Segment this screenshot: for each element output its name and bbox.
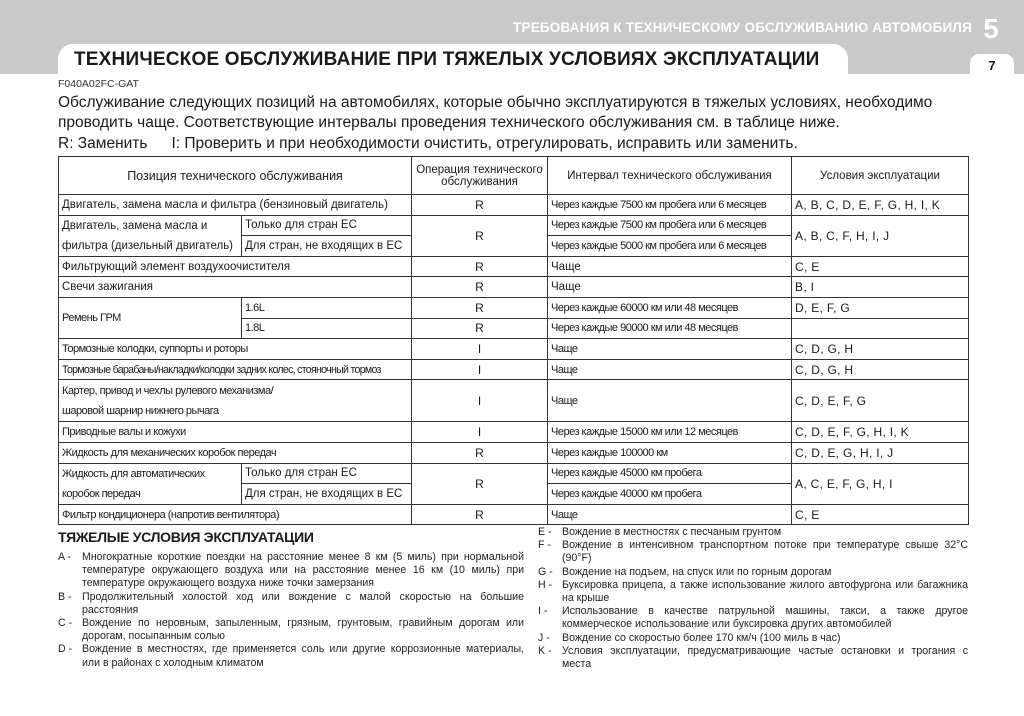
operation-cell: R (412, 297, 548, 318)
conditions-cell: C, E (792, 504, 969, 525)
table-row (59, 256, 969, 277)
conditions-cell: B, I (792, 277, 969, 298)
list-item (538, 605, 968, 631)
conditions-cell: A, C, E, F, G, H, I (792, 463, 969, 504)
condition-text: Вождение на подъем, на спуск или по горным дорогам (562, 565, 832, 578)
conditions-cell: D, E, F, G (792, 297, 969, 318)
interval-cell: Через каждые 100000 км (548, 442, 792, 463)
conditions-cell: C, D, E, F, G, H, I, K (792, 422, 969, 443)
sub-item-cell: Для стран, не входящих в ЕС (242, 484, 412, 505)
table-row (59, 277, 969, 298)
interval-cell: Через каждые 5000 км пробега или 6 месяцев (548, 236, 792, 257)
list-item (538, 632, 968, 645)
interval-cell: Через каждые 90000 км или 48 месяцев (548, 318, 792, 339)
table-row (59, 380, 969, 422)
interval-cell: Чаще (548, 359, 792, 380)
section-title: ТЕХНИЧЕСКОЕ ОБСЛУЖИВАНИЕ ПРИ ТЯЖЕЛЫХ УСЛОВИЯХ ЭКСПЛУАТАЦИИ (74, 49, 820, 70)
list-item (58, 617, 524, 643)
condition-key: H - (538, 578, 553, 591)
operation-cell: R (412, 215, 548, 256)
item-cell: Фильтрующий элемент воздухоочистителя (59, 256, 412, 277)
severe-conditions-title: ТЯЖЕЛЫЕ УСЛОВИЯ ЭКСПЛУАТАЦИИ (58, 529, 314, 545)
condition-key: J - (538, 631, 550, 644)
sub-item-cell: Для стран, не входящих в ЕС (242, 236, 412, 257)
condition-text: Использование в качестве патрульной машины, такси, а также другое коммерческое использование или буксировка других автомобилей (562, 605, 968, 631)
sub-item-cell: Только для стран ЕС (242, 215, 412, 236)
conditions-cell: C, D, G, H (792, 359, 969, 380)
condition-text: Вождение в интенсивном транспортном потоке при температуре свыше 32°C (90°F) (562, 539, 968, 565)
item-cell: Жидкость для автоматических коробок передач (59, 463, 242, 504)
condition-key: C - (58, 617, 73, 630)
interval-cell: Чаще (548, 504, 792, 525)
list-item (58, 591, 524, 617)
header-operation: Операция технического обслуживания (412, 157, 548, 195)
operation-cell: R (412, 277, 548, 298)
item-cell: Двигатель, замена масла и фильтра (дизельный двигатель) (59, 215, 242, 256)
table-row (59, 442, 969, 463)
interval-cell: Чаще (548, 339, 792, 360)
list-item (58, 643, 524, 669)
condition-key: F - (538, 539, 551, 552)
interval-cell: Через каждые 7500 км пробега или 6 месяцев (548, 215, 792, 236)
list-item (58, 551, 524, 591)
table-row (59, 297, 969, 318)
item-cell: Тормозные барабаны/накладки/колодки задних колес, стояночный тормоз (59, 359, 412, 380)
item-cell: Жидкость для механических коробок передач (59, 442, 412, 463)
operation-cell: R (412, 463, 548, 504)
operation-cell: R (412, 318, 548, 339)
operation-cell: I (412, 380, 548, 422)
condition-key: K - (538, 644, 552, 657)
operation-cell: R (412, 256, 548, 277)
table-row (59, 463, 969, 484)
item-cell: Тормозные колодки, суппорты и роторы (59, 339, 412, 360)
item-cell: Ремень ГРМ (59, 297, 242, 338)
conditions-cell: A, B, C, F, H, I, J (792, 215, 969, 256)
condition-key: E - (538, 526, 552, 538)
condition-text: Продолжительный холостой ход или вождение с малой скоростью на большие расстояния (82, 590, 524, 616)
interval-cell: Чаще (548, 277, 792, 298)
interval-cell: Через каждые 15000 км или 12 месяцев (548, 422, 792, 443)
list-item (538, 645, 968, 671)
header-interval: Интервал технического обслуживания (548, 157, 792, 195)
conditions-cell: C, D, E, G, H, I, J (792, 442, 969, 463)
interval-cell: Чаще (548, 256, 792, 277)
interval-cell: Чаще (548, 380, 792, 422)
list-item (538, 566, 968, 579)
header-position: Позиция технического обслуживания (59, 157, 412, 195)
condition-key: G - (538, 565, 553, 578)
legend-replace: R: Заменить (58, 135, 148, 152)
interval-cell: Через каждые 7500 км пробега или 6 месяцев (548, 195, 792, 216)
table-row (59, 215, 969, 236)
header-conditions: Условия эксплуатации (792, 157, 969, 195)
severe-conditions-list-left (58, 551, 524, 670)
chapter-title: ТРЕБОВАНИЯ К ТЕХНИЧЕСКОМУ ОБСЛУЖИВАНИЮ АВТОМОБИЛЯ (513, 20, 972, 35)
operation-cell: R (412, 504, 548, 525)
condition-key: D - (58, 643, 73, 656)
conditions-cell: C, D, G, H (792, 339, 969, 360)
conditions-cell: A, B, C, D, E, F, G, H, I, K (792, 195, 969, 216)
interval-cell: Через каждые 60000 км или 48 месяцев (548, 297, 792, 318)
intro-paragraph: Обслуживание следующих позиций на автомобилях, которые обычно эксплуатируются в тяжелых условиях, необходимо проводить чаще. Соответствующие интервалы проведения технического обслуживания см. в таблице ниже. (58, 94, 933, 131)
condition-text: Вождение в местностях, где применяется соль или другие коррозионные материалы, или в районах с холодным климатом (82, 643, 524, 669)
table-row (59, 195, 969, 216)
item-cell: Картер, привод и чехлы рулевого механизма/ шаровой шарнир нижнего рычага (59, 380, 412, 422)
table-row (59, 422, 969, 443)
operation-cell: I (412, 339, 548, 360)
legend-inspect: I: Проверить и при необходимости очистить, отрегулировать, исправить или заменить. (171, 135, 798, 152)
condition-text: Вождение по неровным, запыленным, грязным, грунтовым, гравийным дорогам или дорогам, посыпанным солью (82, 617, 524, 643)
page-number: 7 (988, 58, 996, 73)
condition-text: Вождение в местностях с песчаным грунтом (562, 526, 782, 538)
table-row (59, 359, 969, 380)
maintenance-table (58, 156, 969, 525)
severe-conditions-list-right (538, 526, 968, 671)
operation-cell: R (412, 442, 548, 463)
table-header-row (59, 157, 969, 195)
list-item (538, 579, 968, 605)
table-row (59, 504, 969, 525)
item-cell: Фильтр кондиционера (напротив вентилятора) (59, 504, 412, 525)
operation-cell: I (412, 422, 548, 443)
condition-key: B - (58, 590, 72, 603)
condition-text: Вождение со скоростью более 170 км/ч (100 миль в час) (562, 631, 841, 644)
operation-cell: I (412, 359, 548, 380)
interval-cell: Через каждые 40000 км пробега (548, 484, 792, 505)
sub-item-cell: 1.6L (242, 297, 412, 318)
condition-text: Буксировка прицепа, а также использование жилого автофургона или багажника на крыше (562, 578, 968, 605)
document-code: F040A02FC-GAT (58, 78, 139, 90)
condition-key: I - (538, 605, 548, 618)
list-item (538, 526, 968, 539)
item-cell: Двигатель, замена масла и фильтра (бензиновый двигатель) (59, 195, 412, 216)
interval-cell: Через каждые 45000 км пробега (548, 463, 792, 484)
condition-text: Условия эксплуатации, предусматривающие частые остановки и трогания с места (562, 644, 968, 671)
condition-text: Многократные короткие поездки на расстояние менее 8 км (5 миль) при нормальной температуре окружающего воздуха или на расстояние менее 16 км (10 миль) при температуре окружающего воздуха ниже точки замерзания (82, 551, 524, 590)
item-cell: Свечи зажигания (59, 277, 412, 298)
sub-item-cell: Только для стран ЕС (242, 463, 412, 484)
conditions-cell: C, D, E, F, G (792, 380, 969, 422)
conditions-cell: C, E (792, 256, 969, 277)
operation-legend (58, 135, 798, 153)
item-cell: Приводные валы и кожухи (59, 422, 412, 443)
list-item (538, 539, 968, 565)
conditions-cell (792, 318, 969, 339)
sub-item-cell: 1.8L (242, 318, 412, 339)
chapter-number: 5 (983, 13, 999, 44)
condition-key: A - (58, 551, 71, 563)
operation-cell: R (412, 195, 548, 216)
table-row (59, 339, 969, 360)
